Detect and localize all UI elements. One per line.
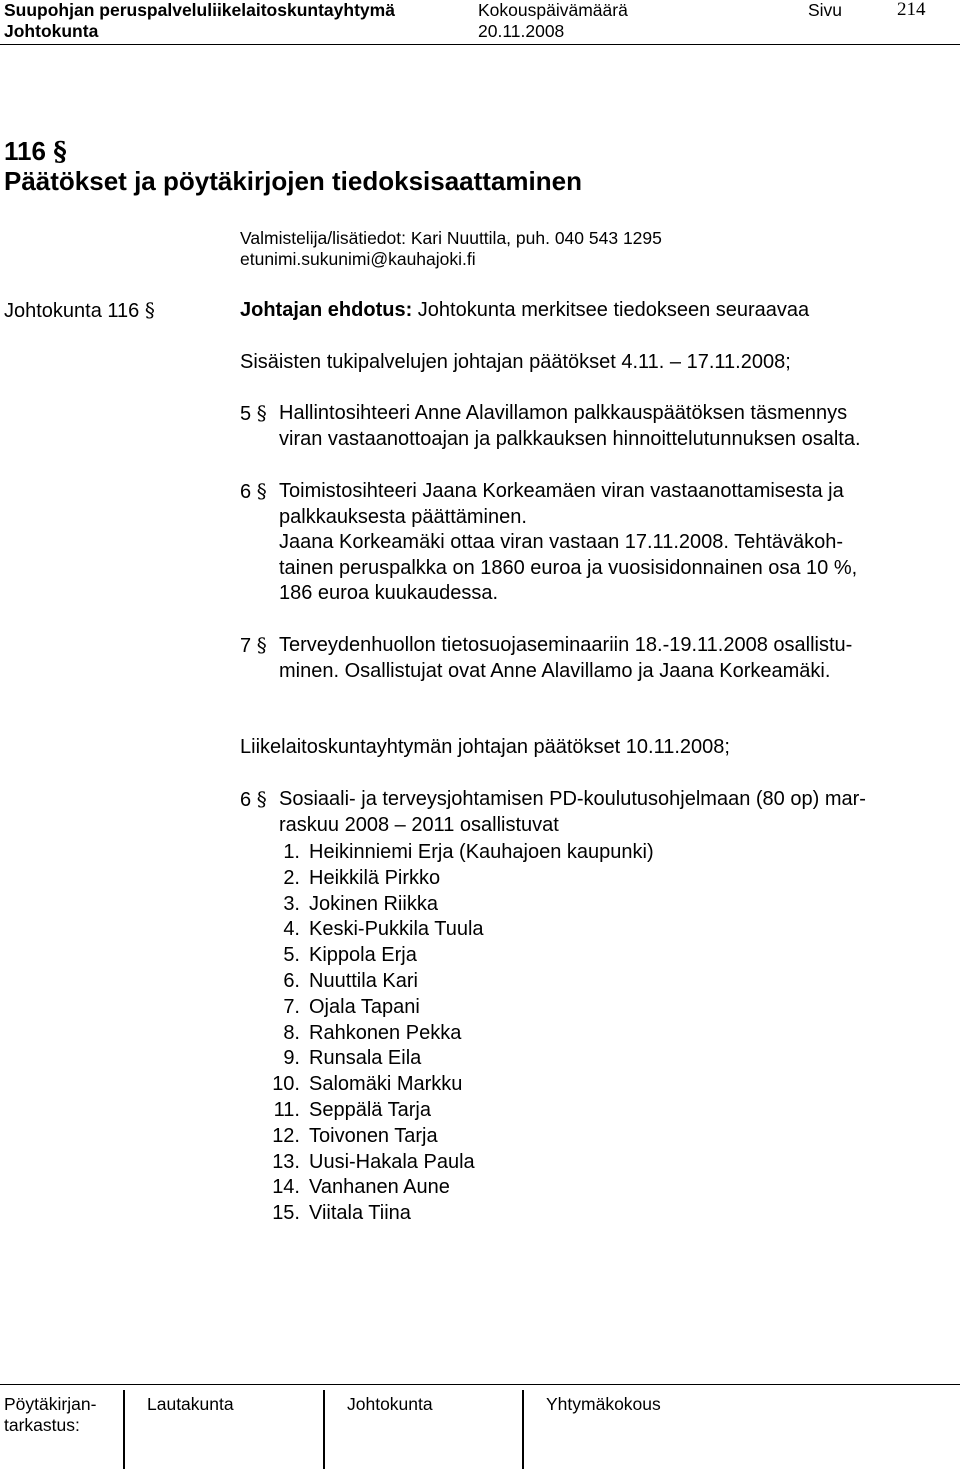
list-item-number: 13. xyxy=(272,1150,300,1173)
list-item-number: 6. xyxy=(283,969,300,992)
margin-label-text: Johtokunta 116 xyxy=(4,300,140,322)
list-item-number: 2. xyxy=(283,866,300,889)
item-number: 6 xyxy=(240,481,252,503)
decision-item-7-text xyxy=(279,633,852,684)
list-item-name: Kippola Erja xyxy=(309,944,417,967)
list-item xyxy=(270,1098,790,1124)
decision-item-5-text xyxy=(279,401,861,452)
list-item xyxy=(270,969,790,995)
decision2-item-6 xyxy=(240,787,267,814)
header-body-name: Johtokunta xyxy=(4,21,99,41)
header-meeting-date: 20.11.2008 xyxy=(478,21,565,41)
decision-item-7 xyxy=(240,633,267,660)
footer-separator xyxy=(323,1390,325,1469)
text-line: Hallintosihteeri Anne Alavillamon palkkauspäätöksen täsmennys xyxy=(279,402,848,424)
list-item xyxy=(270,917,790,943)
header-divider xyxy=(0,44,960,45)
margin-label xyxy=(4,298,155,325)
list-item xyxy=(270,1072,790,1098)
item-number: 7 xyxy=(240,635,252,657)
text-line: Sosiaali- ja terveysjohtamisen PD-koulutusohjelmaan (80 op) mar- xyxy=(279,788,866,810)
list-item-number: 11. xyxy=(273,1098,300,1121)
list-item-name: Toivonen Tarja xyxy=(309,1124,438,1147)
footer-col-yhtymakokous: Yhtymäkokous xyxy=(546,1394,661,1414)
list-item-name: Heikkilä Pirkko xyxy=(309,866,441,889)
list-item-name: Rahkonen Pekka xyxy=(309,1021,462,1044)
list-item-number: 1. xyxy=(283,841,300,863)
list-item-name: Nuuttila Kari xyxy=(309,969,418,992)
list-item-number: 9. xyxy=(283,1047,300,1070)
text-line: 186 euroa kuukaudessa. xyxy=(279,582,499,604)
list-item-name: Runsala Eila xyxy=(309,1047,422,1070)
text-line: raskuu 2008 – 2011 osallistuvat xyxy=(279,813,559,836)
preparer-email: etunimi.sukunimi@kauhajoki.fi xyxy=(240,249,476,269)
list-item-number: 5. xyxy=(283,944,300,967)
list-item-number: 8. xyxy=(283,1021,300,1044)
item-number: 6 xyxy=(240,789,252,811)
footer-col-lautakunta: Lautakunta xyxy=(147,1394,234,1414)
list-item-name: Salomäki Markku xyxy=(309,1073,463,1096)
decision-item-5 xyxy=(240,401,267,428)
proposal-line xyxy=(240,298,809,324)
participants-list xyxy=(270,840,790,1227)
text-line: Jaana Korkeamäki ottaa viran vastaan 17.11.2008. Tehtäväkoh- xyxy=(279,531,844,553)
header-organization: Suupohjan peruspalveluliikelaitoskuntayhtymä xyxy=(4,0,395,20)
section-number: 116 xyxy=(4,136,46,166)
list-item-name: Jokinen Riikka xyxy=(309,892,438,915)
decision-item-6 xyxy=(240,479,267,506)
item-number: 5 xyxy=(240,403,252,425)
footer-divider xyxy=(0,1384,960,1385)
proposal-text: Johtokunta merkitsee tiedokseen seuraavaa xyxy=(417,299,810,321)
list-item-number: 10. xyxy=(272,1073,300,1096)
footer-col-johtokunta: Johtokunta xyxy=(347,1394,433,1414)
section-symbol-item: § xyxy=(256,479,267,503)
text-line: viran vastaanottoajan ja palkkauksen hinnoittelutunnuksen osalta. xyxy=(279,427,861,450)
list-item xyxy=(270,1201,790,1227)
header-page-label: Sivu xyxy=(808,0,843,20)
list-item xyxy=(270,943,790,969)
text-line: tainen peruspalkka on 1860 euroa ja vuosisidonnainen osa 10 %, xyxy=(279,556,858,579)
decision2-item-6-text xyxy=(279,787,866,838)
list-item-number: 7. xyxy=(283,995,300,1018)
footer-review-label-2: tarkastus: xyxy=(4,1415,80,1435)
list-item-name: Heikinniemi Erja (Kauhajoen kaupunki) xyxy=(309,841,654,863)
list-item xyxy=(270,892,790,918)
section-symbol: § xyxy=(53,137,67,167)
section-number-line xyxy=(4,136,67,167)
text-line: Terveydenhuollon tietosuojaseminaariin 18.-19.11.2008 osallistu- xyxy=(279,634,853,656)
list-item-name: Vanhanen Aune xyxy=(309,1176,450,1199)
header-page-number: 214 xyxy=(897,0,926,20)
text-line: Toimistosihteeri Jaana Korkeamäen viran vastaanottamisesta ja xyxy=(279,480,844,502)
list-item xyxy=(270,866,790,892)
decision-item-6-text xyxy=(279,479,857,607)
list-item-name: Keski-Pukkila Tuula xyxy=(309,918,484,941)
text-line: palkkauksesta päättäminen. xyxy=(279,505,527,528)
footer-separator xyxy=(123,1390,125,1469)
list-item-number: 15. xyxy=(272,1202,300,1225)
list-item-name: Ojala Tapani xyxy=(309,995,420,1018)
list-item xyxy=(270,840,790,866)
section-symbol-item: § xyxy=(256,787,267,811)
list-item-number: 3. xyxy=(283,892,300,915)
list-item-number: 12. xyxy=(272,1124,300,1147)
list-item xyxy=(270,1124,790,1150)
list-item-name: Uusi-Hakala Paula xyxy=(309,1150,475,1173)
list-item xyxy=(270,1021,790,1047)
list-item xyxy=(270,995,790,1021)
list-item-number: 14. xyxy=(272,1176,300,1199)
section-symbol-item: § xyxy=(256,401,267,425)
section-title: Päätökset ja pöytäkirjojen tiedoksisaattaminen xyxy=(4,166,582,196)
list-item xyxy=(270,1046,790,1072)
footer-review-label xyxy=(4,1394,96,1436)
section-symbol-item: § xyxy=(256,633,267,657)
list-item-name: Viitala Tiina xyxy=(309,1202,411,1225)
decisions1-heading: Sisäisten tukipalvelujen johtajan päätökset 4.11. – 17.11.2008; xyxy=(240,351,791,373)
list-item xyxy=(270,1150,790,1176)
list-item xyxy=(270,1175,790,1201)
preparer-info: Valmistelija/lisätiedot: Kari Nuuttila, puh. 040 543 1295 xyxy=(240,228,662,248)
proposal-lead: Johtajan ehdotus: xyxy=(240,299,413,321)
list-item-number: 4. xyxy=(283,918,300,941)
header-meeting-date-label: Kokouspäivämäärä xyxy=(478,0,628,20)
list-item-name: Seppälä Tarja xyxy=(309,1098,431,1121)
section-symbol-margin: § xyxy=(144,298,155,322)
decisions2-heading: Liikelaitoskuntayhtymän johtajan päätökset 10.11.2008; xyxy=(240,736,730,758)
footer-review-label-1: Pöytäkirjan- xyxy=(4,1394,97,1414)
footer-separator xyxy=(522,1390,524,1469)
text-line: minen. Osallistujat ovat Anne Alavillamo ja Jaana Korkeamäki. xyxy=(279,659,831,682)
